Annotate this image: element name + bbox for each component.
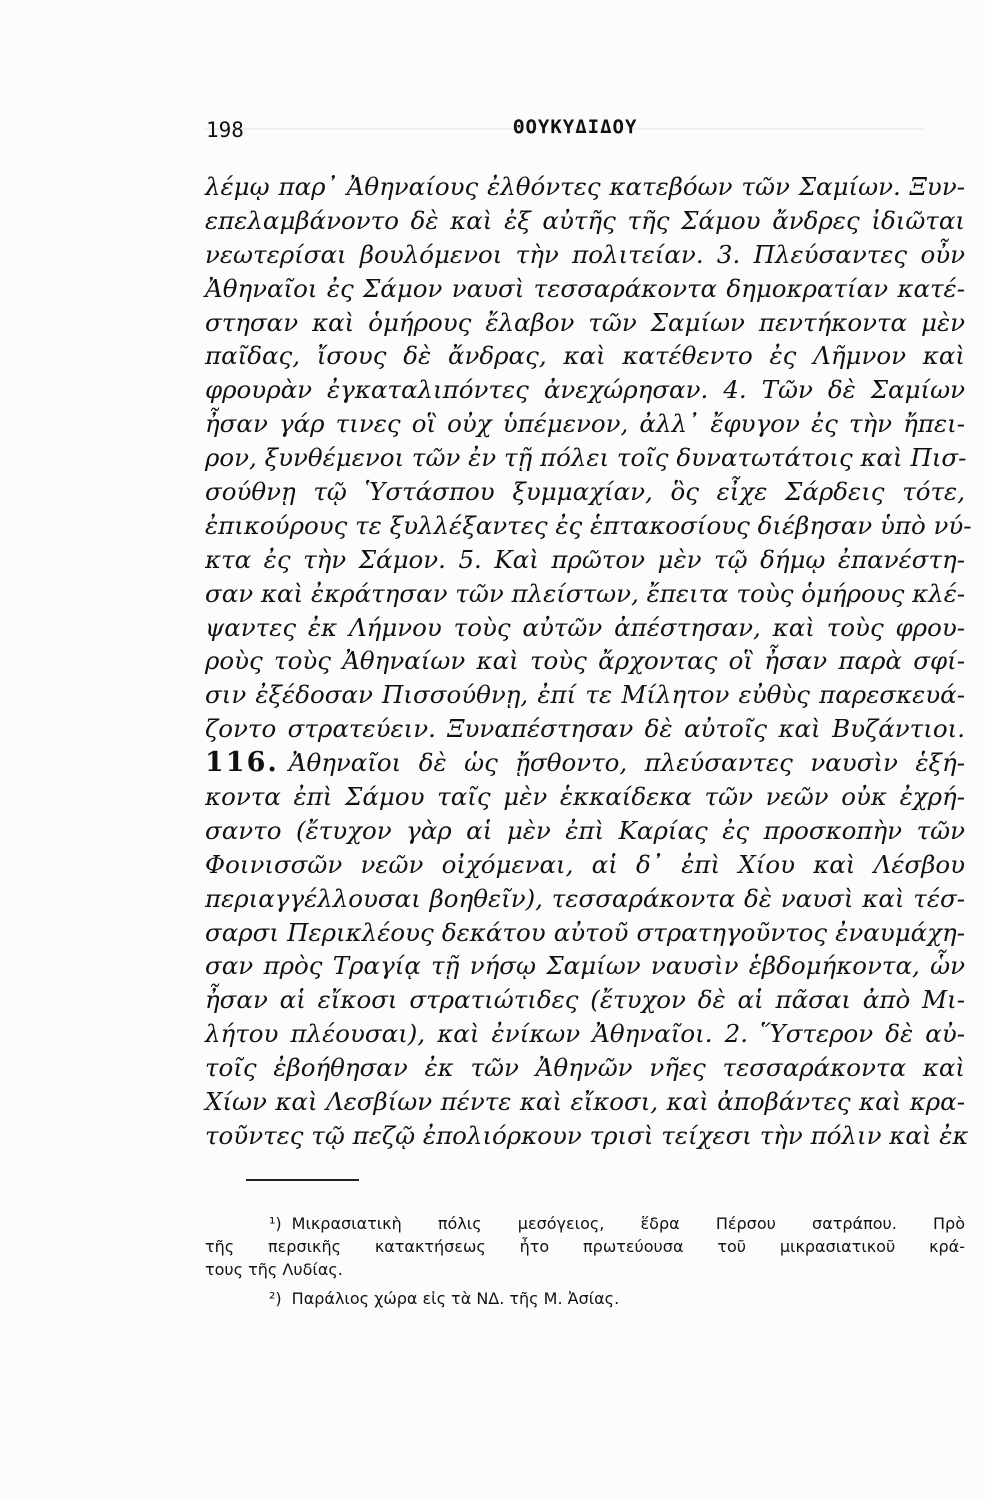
text-line [205,1051,965,1085]
text-line [205,475,965,509]
text-line-content: ἦσαν γάρ τινες οἳ οὐχ ὑπέμενον, ἀλλ᾽ ἔφυγον ἐς τὴν ἤπει- [205,409,965,439]
section-first-line-text [289,746,965,780]
text-line [205,882,965,916]
page-number: 198 [206,118,244,142]
footnotes [205,1212,965,1310]
text-line-content: Ἀθηναῖοι ἐς Σάμον ναυσὶ τεσσαράκοντα δημοκρατίαν κατέ- [205,273,965,303]
text-line [205,339,965,373]
text-line-content: ψαντες ἐκ Λήμνου τοὺς αὐτῶν ἀπέστησαν, καὶ τοὺς φρου- [205,612,965,642]
section-number: 116. [205,747,279,779]
text-line [205,678,965,712]
text-line-content: φρουρὰν ἐγκαταλιπόντες ἀνεχώρησαν. 4. Τῶν δὲ Σαμίων [205,375,965,405]
text-line [205,983,965,1017]
footnote-2 [205,1287,965,1310]
running-title: ΘΟΥΚΥΔΙΔΟΥ [513,116,638,138]
text-line [205,780,965,814]
text-line [205,814,965,848]
text-line-content: λέμῳ παρ᾽ Ἀθηναίους ἐλθόντες κατεβόων τῶν Σαμίων. Ξυν- [205,172,965,201]
text-line-content: ρον, ξυνθέμενοι τῶν ἐν τῇ πόλει τοῖς δυνατωτάτοις καὶ Πισ- [205,443,967,473]
text-line-content: παῖδας, ἴσους δὲ ἄνδρας, καὶ κατέθεντο ἐς Λῆμνον καὶ [205,341,965,371]
text-line-content: κτα ἐς τὴν Σάμον. 5. Καὶ πρῶτον μὲν τῷ δήμῳ ἐπανέστη- [205,544,965,574]
footnote-1-mark: ¹) [269,1214,282,1233]
text-line-content: κοντα ἐπὶ Σάμου ταῖς μὲν ἑκκαίδεκα τῶν νεῶν οὐκ ἐχρή- [205,782,965,812]
footnote-2-mark: ²) [269,1289,282,1308]
text-line-content: τοῦντες τῷ πεζῷ ἐπολιόρκουν τρισὶ τείχεσι τὴν πόλιν καὶ ἐκ [205,1120,969,1150]
text-line [205,306,965,340]
text-line-content: Χίων καὶ Λεσβίων πέντε καὶ εἴκοσι, καὶ ἀποβάντες καὶ κρα- [205,1087,965,1117]
text-line [205,1017,965,1051]
text-line-content: λήτου πλέουσαι), καὶ ἐνίκων Ἀθηναῖοι. 2. Ὕστερον δὲ αὐ- [205,1019,965,1049]
text-line [205,204,965,238]
text-line [205,644,965,678]
text-line [205,170,965,204]
text-line-content: σαν καὶ ἐκράτησαν τῶν πλείστων, ἔπειτα τοὺς ὁμήρους κλέ- [205,578,966,608]
text-line [205,949,965,983]
footnote-1-line-1 [205,1212,965,1235]
text-line [205,712,965,746]
footnote-2-text: Παράλιος χώρα εἰς τὰ ΝΔ. τῆς Μ. Ἀσίας. [291,1289,620,1308]
text-line-content: στησαν καὶ ὁμήρους ἔλαβον τῶν Σαμίων πεντήκοντα μὲν [205,307,965,337]
text-line [205,1119,969,1153]
footnote-1-text-3: τους τῆς Λυδίας. [205,1260,343,1279]
footnote-1-text-1: Μικρασιατικὴ πόλις μεσόγειος, ἕδρα Πέρσου σατράπου. Πρὸ [291,1214,965,1233]
text-line-content: επελαμβάνοντο δὲ καὶ ἐξ αὐτῆς τῆς Σάμου ἄνδρες ἰδιῶται [205,205,965,235]
main-text [205,170,972,1153]
footnote-1-text-2: τῆς περσικῆς κατακτήσεως ἦτο πρωτεύουσα τοῦ μικρασιατικοῦ κρά- [205,1237,965,1256]
text-line-content: ἦσαν αἱ εἴκοσι στρατιώτιδες (ἔτυχον δὲ αἱ πᾶσαι ἀπὸ Μι- [205,985,965,1015]
text-line-content: νεωτερίσαι βουλόμενοι τὴν πολιτείαν. 3. Πλεύσαντες οὖν [205,239,965,269]
text-line [205,238,965,272]
text-line [205,509,972,543]
text-line [205,1085,965,1119]
text-line-content: σούθνῃ τῷ Ὑστάσπου ξυμμαχίαν, ὃς εἶχε Σάρδεις τότε, [205,477,965,507]
footnote-1-line-3 [205,1258,965,1281]
footnote-rule [246,1179,359,1181]
text-line-content: σαντο (ἔτυχον γὰρ αἱ μὲν ἐπὶ Καρίας ἐς προσκοπὴν τῶν [205,815,965,845]
section-116-lines [205,780,969,1153]
section-first-line-span: Ἀθηναῖοι δὲ ὡς ᾔσθοντο, πλεύσαντες ναυσὶν ἑξή- [288,748,965,778]
text-line-content: περιαγγέλλουσαι βοηθεῖν), τεσσαράκοντα δὲ ναυσὶ καὶ τέσ- [205,883,965,913]
text-line-content: σαν πρὸς Τραγίᾳ τῇ νήσῳ Σαμίων ναυσὶν ἑβδομήκοντα, ὧν [205,951,965,981]
footnote-1-line-2 [205,1235,965,1258]
text-line-content: Φοινισσῶν νεῶν οἰχόμεναι, αἱ δ᾽ ἐπὶ Χίου καὶ Λέσβου [205,849,965,879]
text-line [205,272,965,306]
text-line-content: τοῖς ἐβοήθησαν ἐκ τῶν Ἀθηνῶν νῆες τεσσαράκοντα καὶ [205,1053,965,1083]
text-line-content: ζοντο στρατεύειν. Ξυναπέστησαν δὲ αὐτοῖς καὶ Βυζάντιοι. [205,714,965,744]
text-line [205,543,965,577]
text-line [205,577,965,611]
text-line [205,611,965,645]
text-line-content: ἐπικούρους τε ξυλλέξαντες ἐς ἑπτακοσίους διέβησαν ὑπὸ νύ- [205,510,972,540]
text-line [205,848,965,882]
text-line [205,916,965,950]
section-116-first-line [205,746,965,780]
text-line-content: σιν ἐξέδοσαν Πισσούθνῃ, ἐπί τε Μίλητον εὐθὺς παρεσκευά- [205,680,965,710]
text-line [205,373,965,407]
text-line-content: σαρσι Περικλέους δεκάτου αὐτοῦ στρατηγοῦντος ἐναυμάχη- [205,917,965,947]
body-lines [205,170,972,746]
text-line [205,407,965,441]
text-line-content: ροὺς τοὺς Ἀθηναίων καὶ τοὺς ἄρχοντας οἳ ἦσαν παρὰ σφί- [205,646,965,676]
text-line [205,441,965,475]
